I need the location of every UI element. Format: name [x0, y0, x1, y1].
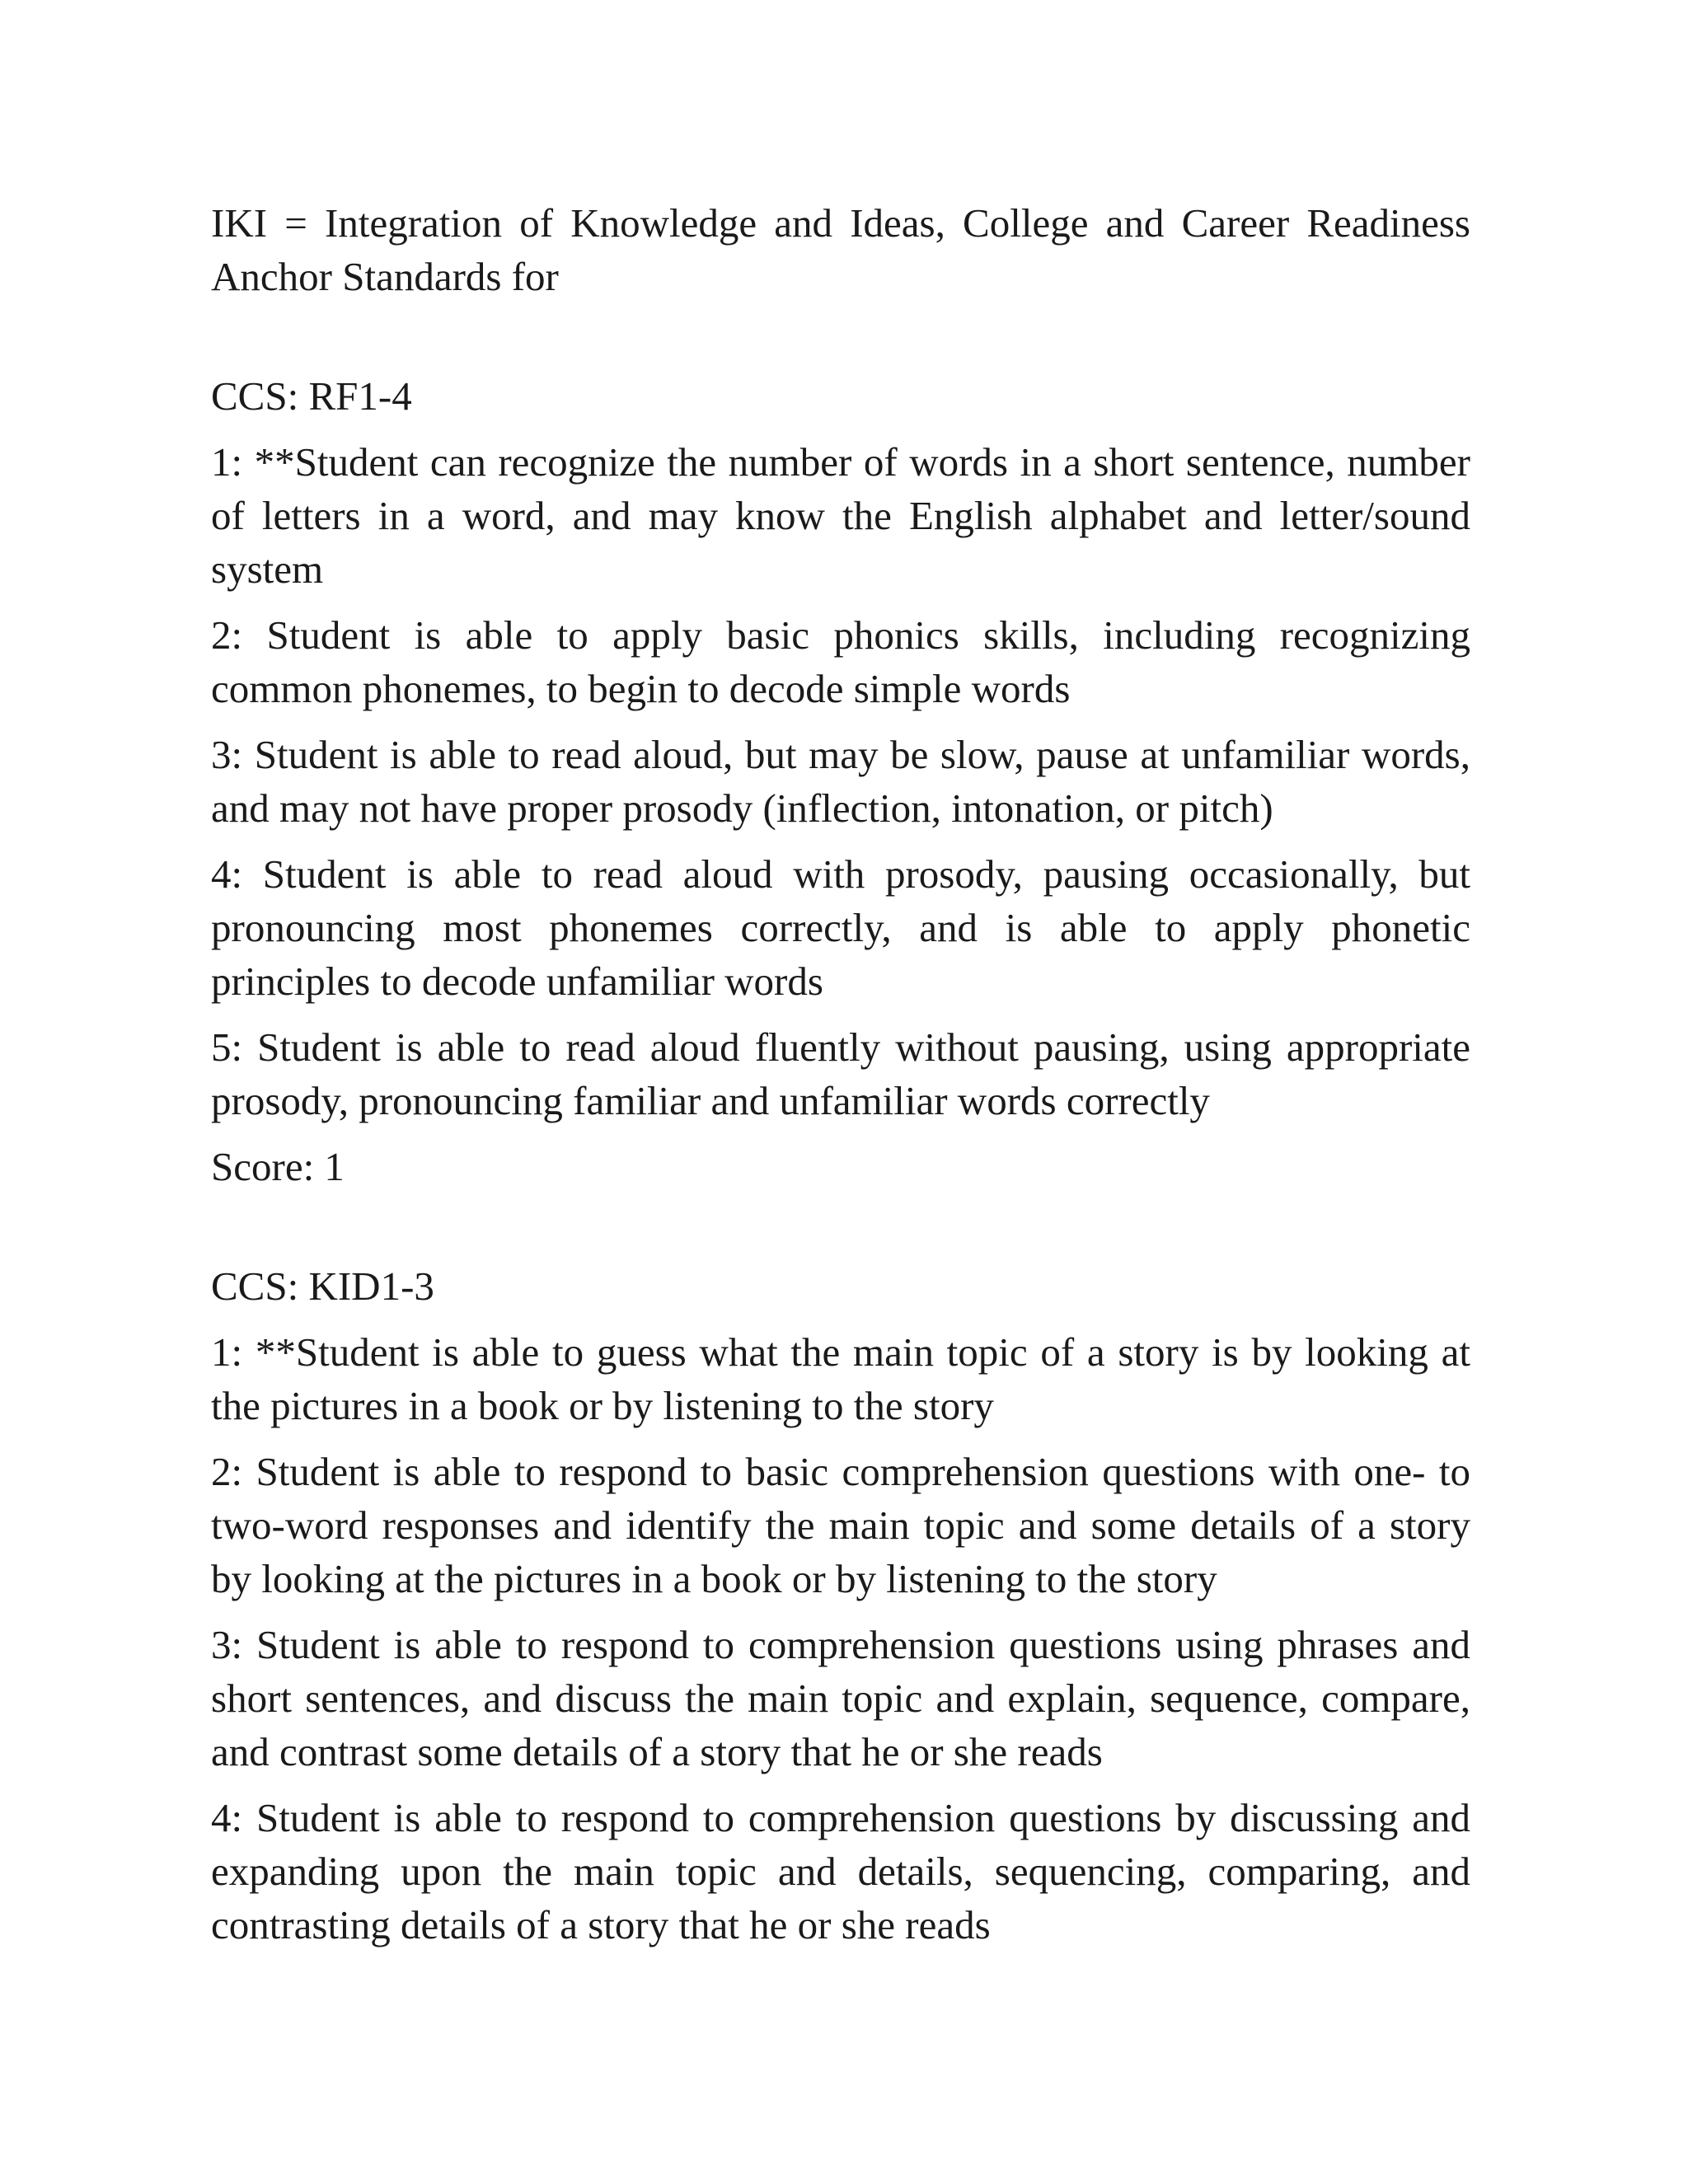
rubric-level-2: 2: Student is able to apply basic phonics skills, including recognizing common phonemes, to begin to decode simple words	[211, 612, 1470, 711]
rubric-level-3: 3: Student is able to read aloud, but may be slow, pause at unfamiliar words, and may not have proper prosody (inflection, intonation, or pitch)	[211, 732, 1470, 831]
section-heading: CCS: KID1-3	[211, 1263, 434, 1309]
score-line: Score: 1	[211, 1144, 345, 1189]
section-rf1-4	[211, 369, 1470, 1193]
section-kid1-3	[211, 1259, 1470, 1952]
section-heading: CCS: RF1-4	[211, 373, 412, 419]
rubric-level-4: 4: Student is able to respond to comprehension questions by discussing and expanding upon the main topic and details, sequencing, comparing, and contrasting details of a story that he or she reads	[211, 1795, 1470, 1947]
rubric-level-1: 1: **Student is able to guess what the main topic of a story is by looking at the pictures in a book or by listening to the story	[211, 1329, 1470, 1428]
document-page	[211, 196, 1470, 1964]
rubric-level-2: 2: Student is able to respond to basic comprehension questions with one- to two-word responses and identify the main topic and some details of a story by looking at the pictures in a book or by listening to the story	[211, 1449, 1470, 1601]
intro-paragraph: IKI = Integration of Knowledge and Ideas, College and Career Readiness Anchor Standards for	[211, 200, 1470, 299]
rubric-level-1: 1: **Student can recognize the number of words in a short sentence, number of letters in a word, and may know the English alphabet and letter/sound system	[211, 439, 1470, 592]
rubric-level-4: 4: Student is able to read aloud with prosody, pausing occasionally, but pronouncing most phonemes correctly, and is able to apply phonetic principles to decode unfamiliar words	[211, 851, 1470, 1004]
rubric-level-5: 5: Student is able to read aloud fluently without pausing, using appropriate prosody, pronouncing familiar and unfamiliar words correctly	[211, 1024, 1470, 1123]
rubric-level-3: 3: Student is able to respond to comprehension questions using phrases and short sentences, and discuss the main topic and explain, sequence, compare, and contrast some details of a story that he or she reads	[211, 1622, 1470, 1774]
